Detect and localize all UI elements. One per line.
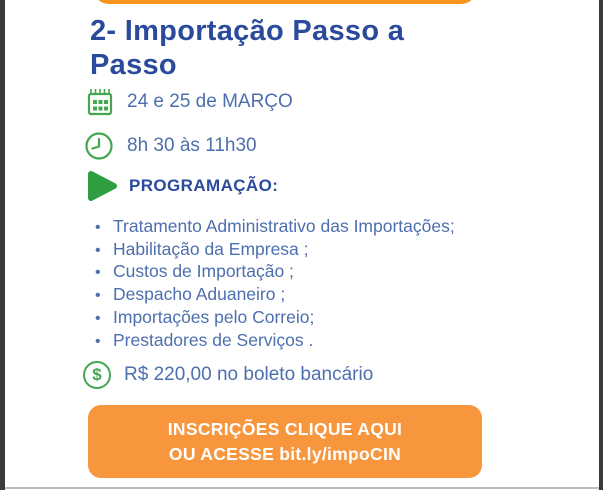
clock-icon — [84, 131, 114, 161]
price-row — [83, 361, 373, 389]
topic-item — [95, 284, 565, 307]
topic-text: Habilitação da Empresa ; — [113, 238, 309, 259]
bullet-icon — [95, 261, 113, 284]
play-icon — [86, 170, 120, 202]
bullet-icon — [95, 307, 113, 330]
date-row — [86, 88, 293, 116]
time-row — [84, 131, 257, 161]
bottom-divider-line — [5, 487, 599, 489]
bullet-icon — [95, 284, 113, 307]
topic-text: Despacho Aduaneiro ; — [113, 284, 286, 305]
cta-line1: INSCRIÇÕES CLIQUE AQUI — [167, 419, 403, 439]
cta-line2: OU ACESSE bit.ly/impoCIN — [168, 443, 402, 464]
topic-text: Prestadores de Serviços . — [113, 329, 314, 350]
page-title: 2- Importação Passo a Passo — [90, 15, 405, 82]
topic-item — [95, 216, 565, 239]
topic-item — [95, 239, 565, 262]
date-text: 24 e 25 de MARÇO — [127, 91, 293, 112]
dollar-icon — [83, 361, 111, 389]
bullet-icon — [95, 330, 113, 353]
price-text: R$ 220,00 no boleto bancário — [124, 364, 374, 385]
time-text: 8h 30 às 11h30 — [127, 135, 257, 156]
bullet-icon — [95, 239, 113, 262]
topic-item — [95, 330, 565, 353]
left-frame-bar — [0, 0, 5, 490]
bullet-icon — [95, 216, 113, 239]
program-row — [86, 170, 278, 202]
calendar-icon — [86, 88, 114, 116]
topic-text: Custos de Importação ; — [113, 261, 294, 282]
topic-item — [95, 261, 565, 284]
topic-text: Importações pelo Correio; — [113, 306, 315, 327]
topic-text: Tratamento Administrativo das Importações; — [113, 216, 455, 236]
register-cta-button[interactable] — [88, 405, 482, 478]
top-banner-box — [93, 0, 477, 4]
right-frame-bar — [599, 0, 603, 490]
program-label: PROGRAMAÇÃO: — [129, 176, 279, 195]
topic-item — [95, 307, 565, 330]
topics-list — [95, 216, 565, 352]
